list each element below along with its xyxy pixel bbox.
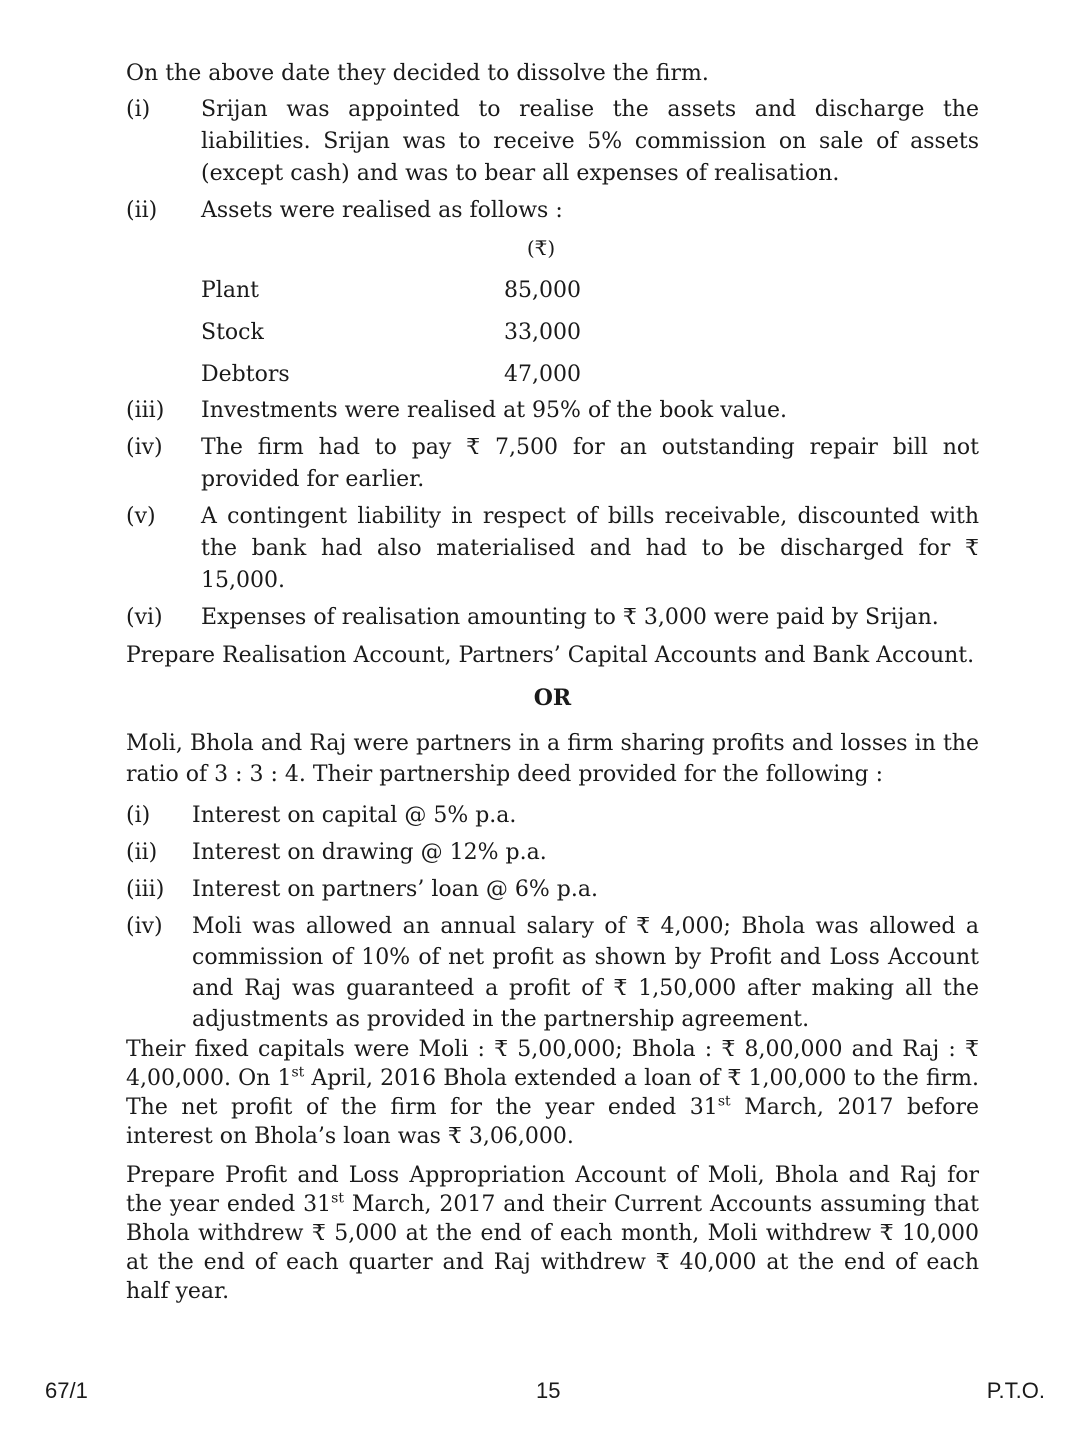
item-number: (i): [126, 803, 151, 828]
dissolution-intro: On the above date they decided to dissolve the firm.: [126, 61, 709, 86]
item-text: Srijan was appointed to realise the assets and discharge the liabilities. Srijan was to receive 5% commission on sale of assets (except cash) and was to bear all expenses of realisation.: [201, 97, 979, 186]
item-text: Expenses of realisation amounting to ₹ 3,000 were paid by Srijan.: [201, 605, 939, 630]
list-item: [126, 874, 979, 906]
item-text: Investments were realised at 95% of the book value.: [201, 398, 788, 423]
item-number: (iii): [126, 877, 165, 902]
pto-label: P.T.O.: [986, 1378, 1045, 1403]
item-number: (vi): [126, 605, 163, 630]
item-number: (iv): [126, 914, 163, 939]
item-text: The firm had to pay ₹ 7,500 for an outstanding repair bill not provided for earlier.: [201, 435, 979, 492]
fixed-capitals-paragraph: Their fixed capitals were Moli : ₹ 5,00,000; Bhola : ₹ 8,00,000 and Raj : ₹ 4,00,000. On 1st April, 2016 Bhola extended a loan of ₹ 1,00,000 to the firm. The net profit of the firm for the year ended 31st March, 2017 before interest on Bhola’s loan was ₹ 3,06,000.: [126, 1037, 979, 1149]
page-footer: [0, 1378, 1091, 1408]
item-text: Interest on partners’ loan @ 6% p.a.: [192, 877, 598, 902]
item-number: (ii): [126, 840, 158, 865]
item-number: (iv): [126, 435, 163, 460]
question-page: [126, 58, 979, 1306]
assets-realised-table: [201, 227, 581, 395]
asset-value: 85,000: [504, 277, 581, 303]
or-divider: OR: [533, 685, 572, 711]
table-row: [201, 353, 581, 395]
asset-label: Debtors: [201, 361, 290, 387]
instruction-realisation: Prepare Realisation Account, Partners’ Capital Accounts and Bank Account.: [126, 643, 975, 668]
instruction-appropriation: Prepare Profit and Loss Appropriation Account of Moli, Bhola and Raj for the year ended 31st March, 2017 and their Current Accounts assuming that Bhola withdrew ₹ 5,000 at the end of each month, Moli withdrew ₹ 10,000 at the end of each quarter and Raj withdrew ₹ 40,000 at the end of each half year.: [126, 1163, 979, 1304]
paper-code: 67/1: [45, 1378, 88, 1403]
list-item: [126, 195, 979, 227]
item-text: Moli was allowed an annual salary of ₹ 4,000; Bhola was allowed a commission of 10% of net profit as shown by Profit and Loss Account and Raj was guaranteed a profit of ₹ 1,50,000 after making all the adjustments as provided in the partnership agreement.: [192, 914, 979, 1032]
asset-value: 47,000: [504, 361, 581, 387]
list-item: [126, 800, 979, 832]
item-text: Interest on drawing @ 12% p.a.: [192, 840, 547, 865]
item-text: A contingent liability in respect of bills receivable, discounted with the bank had also materialised and had to be discharged for ₹ 15,000.: [201, 504, 979, 593]
item-number: (ii): [126, 198, 158, 223]
page-number: 15: [536, 1378, 561, 1403]
list-item: [126, 911, 979, 1035]
list-item: [126, 395, 979, 427]
list-item: [126, 94, 979, 190]
asset-label: Stock: [201, 319, 264, 345]
list-item: [126, 602, 979, 634]
asset-value: 33,000: [504, 319, 581, 345]
table-header-row: [201, 227, 581, 269]
item-number: (v): [126, 504, 156, 529]
list-item: [126, 432, 979, 496]
item-number: (iii): [126, 398, 165, 423]
asset-label: Plant: [201, 277, 259, 303]
item-number: (i): [126, 97, 151, 122]
table-row: [201, 311, 581, 353]
item-text: Assets were realised as follows :: [201, 198, 563, 223]
currency-header: (₹): [526, 236, 556, 260]
list-item: [126, 837, 979, 869]
item-text: Interest on capital @ 5% p.a.: [192, 803, 517, 828]
list-item: [126, 501, 979, 597]
partnership-intro: Moli, Bhola and Raj were partners in a firm sharing profits and losses in the ratio of 3 : 3 : 4. Their partnership deed provided for the following :: [126, 731, 979, 787]
table-row: [201, 269, 581, 311]
